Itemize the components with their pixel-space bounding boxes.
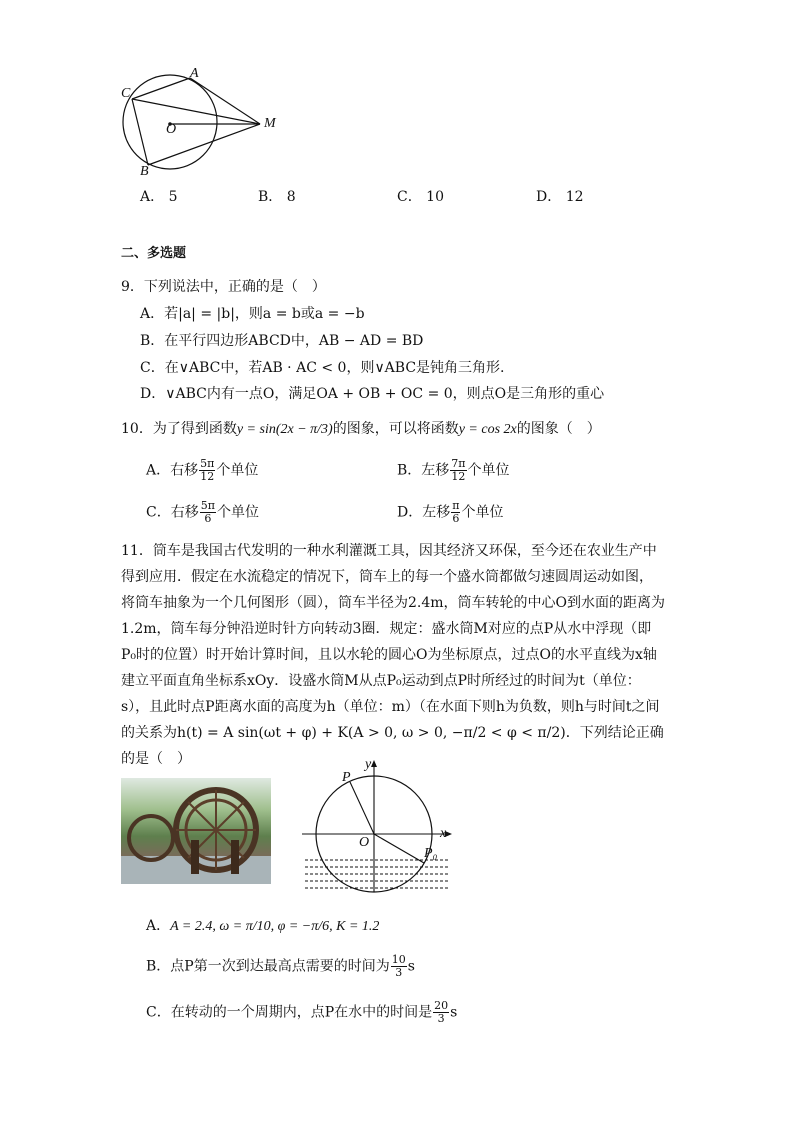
q10-func1: y = sin(2x − π/3) — [236, 422, 333, 437]
q11-option-a[interactable]: A．A = 2.4, ω = π/10, φ = −π/6, K = 1.2 — [146, 918, 380, 934]
label-C: C — [121, 86, 131, 101]
diagram-label-P0: P₀ — [424, 846, 438, 861]
q10-option-c[interactable]: C．右移 $\frac{5\pi}{6}$ 个单位 — [146, 499, 259, 526]
q8-option-d[interactable]: D． 12 — [536, 189, 584, 205]
waterwheel-diagram — [300, 756, 460, 896]
waterwheel-photo — [121, 778, 271, 884]
section-heading: 二、多选题 — [121, 246, 187, 261]
q9-option-d[interactable]: D．∨ABC内有一点O，满足OA + OB + OC = 0，则点O是三角形的重心 — [140, 386, 605, 402]
diagram-label-P: P — [342, 770, 351, 785]
q9-stem: 9．下列说法中，正确的是（ ） — [121, 279, 326, 295]
diagram-label-x: x — [440, 826, 447, 841]
label-B: B — [140, 164, 149, 179]
q8-option-a[interactable]: A． 5 — [140, 189, 178, 205]
q10-option-a[interactable]: A．右移 $\frac{5\pi}{12}$ 个单位 — [146, 457, 259, 484]
q10-option-b[interactable]: B．左移 $\frac{7\pi}{12}$ 个单位 — [397, 457, 510, 484]
label-M: M — [264, 116, 276, 131]
q9-option-c[interactable]: C．在∨ABC中，若AB · AC < 0，则∨ABC是钝角三角形. — [140, 360, 505, 376]
q9-option-b[interactable]: B．在平行四边形ABCD中，AB − AD = BD — [140, 333, 424, 349]
q10-func2: y = cos 2x — [458, 422, 517, 437]
label-O: O — [166, 122, 177, 137]
label-A: A — [190, 66, 199, 81]
q8-option-b[interactable]: B． 8 — [258, 189, 296, 205]
q11-stem: 11．筒车是我国古代发明的一种水利灌溉工具，因其经济又环保，至今还在农业生产中得到应用．假定在水流稳定的情况下，筒车上的每一个盛水筒都做匀速圆周运动如图，将筒车抽象为一个几何图形（圆），筒车半径为2.4m，筒车转轮的中心O到水面的距离为1.2m，筒车每分钟沿逆时针方向转动3圈．规定：盛水筒M对应的点P从水中浮现（即P₀时的位置）时开始计算时间，且以水轮的圆心O为坐标原点，过点O的水平直线为x轴建立平面直角坐标系xOy．设盛水筒M从点P₀运动到点P时所经过的时间为t（单位：s），且此时点P距离水面的高度为h（单位：m）（在水面下则h为负数，则h与时间t之间的关系为h(t) = A sin(ωt + φ) + K(A > 0, ω > 0, −π/2 < φ < π/2)．下列结论正确的是（ ） — [121, 543, 666, 767]
q11-option-c[interactable]: C．在转动的一个周期内，点P在水中的时间是 $\frac{20}{3}$ s — [146, 999, 458, 1026]
q8-circle-figure — [110, 62, 290, 182]
q9-option-a[interactable]: A．若|a| = |b|，则a = b或a = −b — [140, 306, 365, 322]
q11-option-b[interactable]: B．点P第一次到达最高点需要的时间为 $\frac{10}{3}$ s — [146, 953, 415, 980]
q10-option-d[interactable]: D．左移 $\frac{\pi}{6}$ 个单位 — [397, 499, 504, 526]
diagram-label-y: y — [365, 757, 372, 772]
q8-option-c[interactable]: C． 10 — [397, 189, 444, 205]
q10-stem: 10．为了得到函数y = sin(2x − π/3)的图象，可以将函数y = cos 2x的图象（ ） — [121, 421, 601, 437]
diagram-label-O: O — [359, 835, 370, 850]
